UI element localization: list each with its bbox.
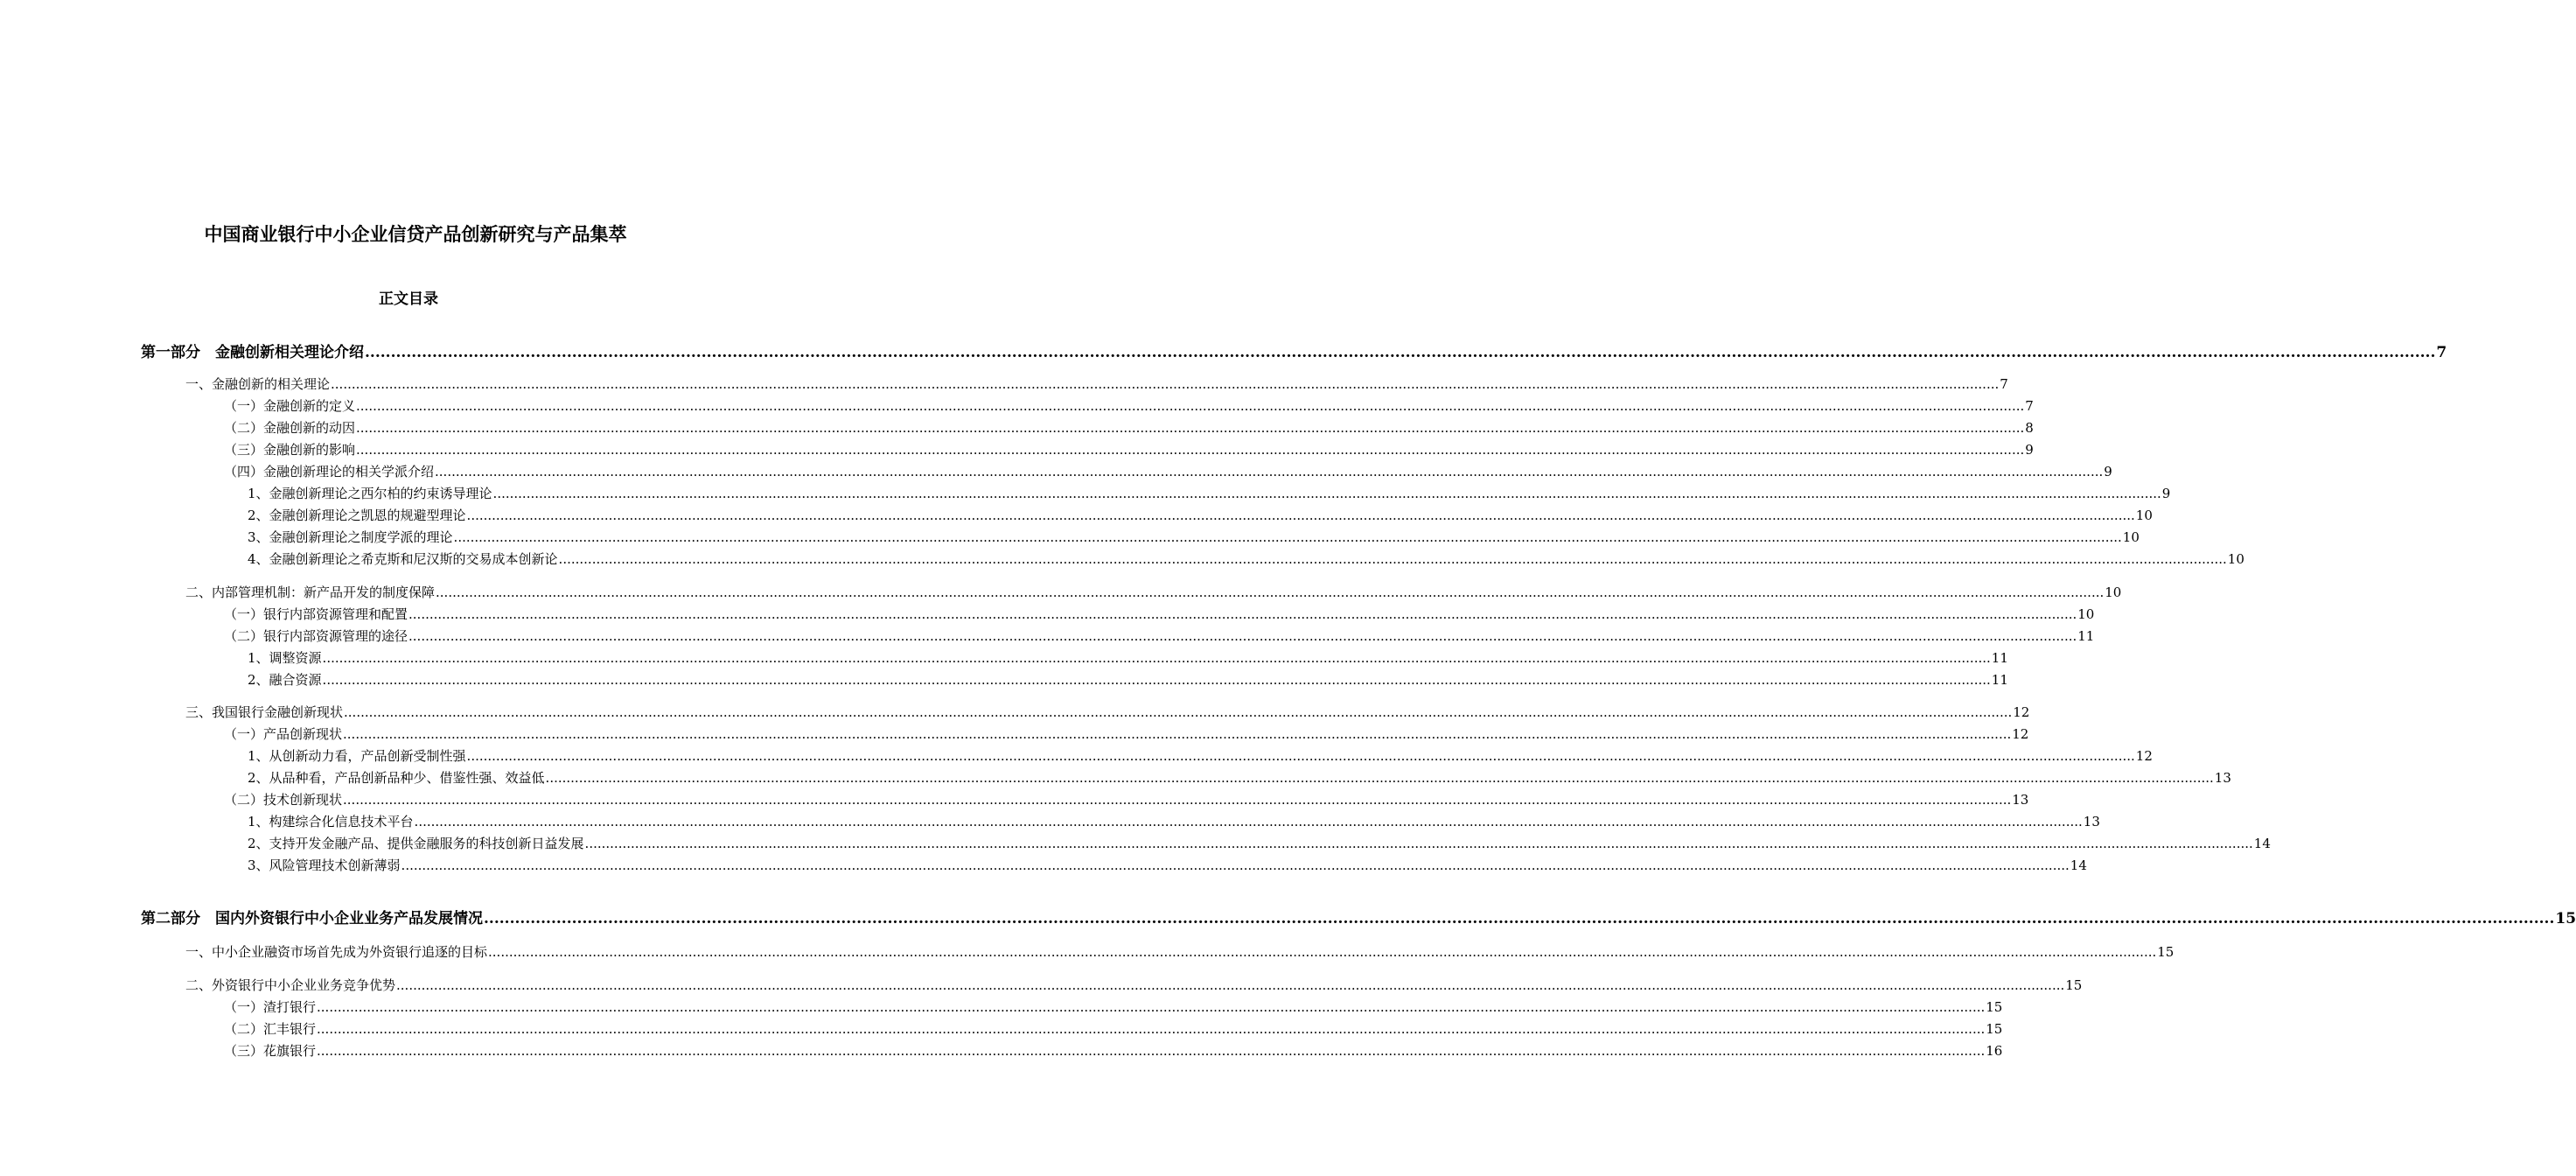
toc-entry[interactable] xyxy=(224,440,2034,459)
toc-dot-leader: ................................................................................................................................................................................................................................................................................................................................................................................................................ xyxy=(584,836,2253,851)
toc-part-entry[interactable] xyxy=(141,909,2576,928)
toc-dot-leader: ................................................................................................................................................................................................................................................................................................................................................................................................................ xyxy=(466,748,2135,764)
toc-entry[interactable] xyxy=(248,746,2153,766)
toc-dot-leader: ................................................................................................................................................................................................................................................................................................................................................................................................................ xyxy=(492,486,2161,501)
toc-entry[interactable] xyxy=(248,484,2171,503)
toc-entry[interactable] xyxy=(248,856,2087,875)
toc-entry-page: 14 xyxy=(2070,858,2087,873)
toc-entry-label: 4、金融创新理论之希克斯和尼汉斯的交易成本创新论 xyxy=(248,551,558,567)
toc-entry-page: 11 xyxy=(1991,672,2008,688)
toc-entry-label: 2、融合资源 xyxy=(248,672,322,688)
toc-entry-page: 9 xyxy=(2104,464,2112,480)
toc-entry-label: （二）技术创新现状 xyxy=(224,792,343,808)
toc-entry-page: 15 xyxy=(2555,910,2576,928)
toc-dot-leader: ................................................................................................................................................................................................................................................................................................................................................................................................................ xyxy=(435,464,2104,480)
toc-dot-leader: ................................................................................................................................................................................................................................................................................................................................................................................................................ xyxy=(322,650,1991,666)
toc-entry-label: 第一部分 金融创新相关理论介绍 xyxy=(141,344,364,361)
toc-entry[interactable] xyxy=(224,1041,2003,1060)
toc-dot-leader: ................................................................................................................................................................................................................................................................................................................................................................................................................ xyxy=(343,726,2012,742)
toc-entry-page: 9 xyxy=(2025,442,2034,458)
toc-entry-page: 12 xyxy=(2135,748,2153,764)
toc-entry-label: （一）银行内部资源管理和配置 xyxy=(224,606,408,622)
toc-part-entry[interactable] xyxy=(141,343,2447,362)
toc-entry[interactable] xyxy=(224,790,2029,809)
toc-dot-leader: ................................................................................................................................................................................................................................................................................................................................................................................................................ xyxy=(558,551,2227,567)
toc-entry-label: 三、我国银行金融创新现状 xyxy=(185,704,344,720)
toc-dot-leader: ................................................................................................................................................................................................................................................................................................................................................................................................................ xyxy=(436,584,2105,600)
toc-entry-label: （三）金融创新的影响 xyxy=(224,442,356,458)
toc-entry-page: 10 xyxy=(2122,529,2140,545)
toc-entry[interactable] xyxy=(224,1019,2003,1039)
toc-entry[interactable] xyxy=(248,670,2008,690)
toc-dot-leader: ................................................................................................................................................................................................................................................................................................................................................................................................................ xyxy=(317,999,1986,1015)
toc-entry[interactable] xyxy=(224,998,2003,1017)
toc-entry-page: 7 xyxy=(2025,398,2034,414)
toc-entry-page: 15 xyxy=(2157,944,2175,960)
toc-entry[interactable] xyxy=(185,976,2083,995)
toc-dot-leader: ................................................................................................................................................................................................................................................................................................................................................................................................................ xyxy=(414,814,2083,830)
toc-entry[interactable] xyxy=(248,528,2140,547)
toc-dot-leader: ................................................................................................................................................................................................................................................................................................................................................................................................................ xyxy=(365,344,2436,361)
toc-entry-label: 1、金融创新理论之西尔柏的约束诱导理论 xyxy=(248,486,492,501)
toc-entry-label: （二）汇丰银行 xyxy=(224,1021,317,1037)
toc-entry-label: 1、调整资源 xyxy=(248,650,322,666)
toc-entry[interactable] xyxy=(224,396,2034,416)
toc-dot-leader: ................................................................................................................................................................................................................................................................................................................................................................................................................ xyxy=(322,672,1991,688)
toc-entry-label: （一）产品创新现状 xyxy=(224,726,343,742)
toc-entry-page: 9 xyxy=(2161,486,2171,501)
toc-dot-leader: ................................................................................................................................................................................................................................................................................................................................................................................................................ xyxy=(356,420,2025,436)
toc-entry-label: （四）金融创新理论的相关学派介绍 xyxy=(224,464,435,480)
toc-dot-leader: ................................................................................................................................................................................................................................................................................................................................................................................................................ xyxy=(545,770,2214,786)
toc-entry-page: 13 xyxy=(2214,770,2231,786)
toc-entry[interactable] xyxy=(248,834,2271,853)
toc-entry-label: 3、风险管理技术创新薄弱 xyxy=(248,858,401,873)
toc-entry[interactable] xyxy=(224,626,2095,646)
toc-entry-page: 7 xyxy=(2000,376,2008,392)
toc-entry-page: 13 xyxy=(2083,814,2100,830)
toc-entry-label: 2、金融创新理论之凯恩的规避型理论 xyxy=(248,508,466,523)
toc-dot-leader: ................................................................................................................................................................................................................................................................................................................................................................................................................ xyxy=(343,792,2012,808)
toc-entry-page: 12 xyxy=(2012,726,2029,742)
toc-entry-page: 15 xyxy=(1986,1021,2003,1037)
toc-dot-leader: ................................................................................................................................................................................................................................................................................................................................................................................................................ xyxy=(317,1043,1986,1059)
toc-entry-label: （一）渣打银行 xyxy=(224,999,317,1015)
toc-entry-page: 7 xyxy=(2436,344,2447,361)
toc-dot-leader: ................................................................................................................................................................................................................................................................................................................................................................................................................ xyxy=(453,529,2122,545)
toc-entry-label: 第二部分 国内外资银行中小企业业务产品发展情况 xyxy=(141,910,483,928)
toc-dot-leader: ................................................................................................................................................................................................................................................................................................................................................................................................................ xyxy=(401,858,2070,873)
toc-entry-label: 2、支持开发金融产品、提供金融服务的科技创新日益发展 xyxy=(248,836,584,851)
toc-entry-label: 一、金融创新的相关理论 xyxy=(185,376,331,392)
toc-dot-leader: ................................................................................................................................................................................................................................................................................................................................................................................................................ xyxy=(488,944,2157,960)
toc-entry-page: 11 xyxy=(1991,650,2008,666)
toc-entry-page: 10 xyxy=(2077,606,2095,622)
toc-dot-leader: ................................................................................................................................................................................................................................................................................................................................................................................................................ xyxy=(484,910,2555,928)
toc-entry-label: 3、金融创新理论之制度学派的理论 xyxy=(248,529,453,545)
toc-entry[interactable] xyxy=(185,942,2175,962)
toc-entry-page: 11 xyxy=(2077,628,2095,644)
toc-entry-label: （一）金融创新的定义 xyxy=(224,398,356,414)
toc-dot-leader: ................................................................................................................................................................................................................................................................................................................................................................................................................ xyxy=(317,1021,1986,1037)
toc-dot-leader: ................................................................................................................................................................................................................................................................................................................................................................................................................ xyxy=(331,376,2000,392)
toc-entry[interactable] xyxy=(224,462,2112,481)
toc-dot-leader: ................................................................................................................................................................................................................................................................................................................................................................................................................ xyxy=(408,606,2077,622)
toc-dot-leader: ................................................................................................................................................................................................................................................................................................................................................................................................................ xyxy=(356,442,2025,458)
toc-entry[interactable] xyxy=(248,648,2008,668)
toc-entry[interactable] xyxy=(224,418,2034,438)
toc-entry-label: 1、构建综合化信息技术平台 xyxy=(248,814,414,830)
toc-dot-leader: ................................................................................................................................................................................................................................................................................................................................................................................................................ xyxy=(408,628,2077,644)
document-title: 中国商业银行中小企业信贷产品创新研究与产品集萃 xyxy=(204,223,627,245)
toc-entry-page: 14 xyxy=(2253,836,2271,851)
toc-entry[interactable] xyxy=(185,703,2030,722)
toc-entry-label: 一、中小企业融资市场首先成为外资银行追逐的目标 xyxy=(185,944,488,960)
toc-entry-page: 10 xyxy=(2227,551,2244,567)
toc-entry-label: 2、从品种看，产品创新品种少、借鉴性强、效益低 xyxy=(248,770,545,786)
toc-entry-label: 1、从创新动力看，产品创新受制性强 xyxy=(248,748,466,764)
toc-entry-page: 8 xyxy=(2025,420,2034,436)
toc-dot-leader: ................................................................................................................................................................................................................................................................................................................................................................................................................ xyxy=(344,704,2013,720)
toc-entry-label: （三）花旗银行 xyxy=(224,1043,317,1059)
toc-entry-page: 15 xyxy=(1986,999,2003,1015)
toc-entry-page: 15 xyxy=(2065,977,2083,993)
toc-dot-leader: ................................................................................................................................................................................................................................................................................................................................................................................................................ xyxy=(466,508,2135,523)
toc-entry-page: 12 xyxy=(2013,704,2030,720)
toc-entry-page: 10 xyxy=(2105,584,2122,600)
toc-entry[interactable] xyxy=(248,550,2244,569)
toc-entry[interactable] xyxy=(224,724,2029,744)
toc-entry[interactable] xyxy=(185,583,2122,602)
toc-entry-label: （二）金融创新的动因 xyxy=(224,420,356,436)
toc-dot-leader: ................................................................................................................................................................................................................................................................................................................................................................................................................ xyxy=(356,398,2025,414)
toc-entry-label: （二）银行内部资源管理的途径 xyxy=(224,628,408,644)
toc-entry[interactable] xyxy=(248,812,2100,831)
toc-entry[interactable] xyxy=(248,506,2153,525)
toc-entry-label: 二、外资银行中小企业业务竞争优势 xyxy=(185,977,396,993)
toc-dot-leader: ................................................................................................................................................................................................................................................................................................................................................................................................................ xyxy=(396,977,2065,993)
toc-heading: 正文目录 xyxy=(379,290,438,308)
toc-entry-page: 16 xyxy=(1986,1043,2003,1059)
toc-entry[interactable] xyxy=(224,605,2095,624)
toc-entry-label: 二、内部管理机制：新产品开发的制度保障 xyxy=(185,584,436,600)
toc-entry-page: 13 xyxy=(2012,792,2029,808)
toc-entry-page: 10 xyxy=(2135,508,2153,523)
toc-entry[interactable] xyxy=(185,374,2008,394)
toc-entry[interactable] xyxy=(248,768,2231,788)
